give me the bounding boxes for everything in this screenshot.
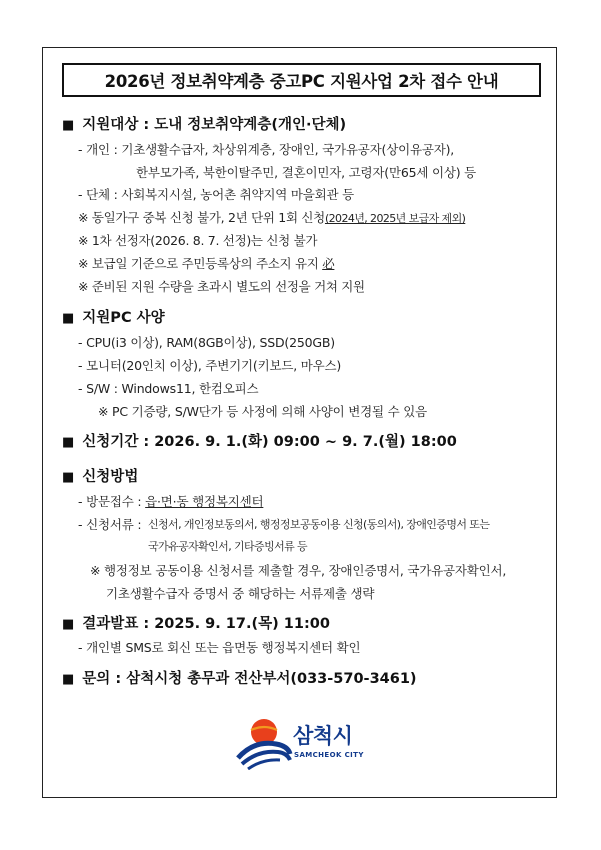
target-group: - 단체 : 사회복지시설, 농어촌 취약지역 마을회관 등 (78, 187, 355, 202)
method-docs-line-2: 국가유공자확인서, 기타증빙서류 등 (148, 540, 308, 553)
spec-note: ※ PC 기증량, S/W단가 등 사정에 의해 사양이 변경될 수 있음 (98, 404, 428, 419)
period-heading: ■ 신청기간 : 2026. 9. 1.(화) 09:00 ~ 9. 7.(월) 18:00 (62, 434, 457, 450)
page-title: 2026년 정보취약계층 중고PC 지원사업 2차 접수 안내 (62, 63, 541, 97)
target-individual-line-1: - 개인 : 기초생활수급자, 차상위계층, 장애인, 국가유공자(상이유공자), (78, 142, 455, 157)
target-individual-line-2: 한부모가족, 북한이탈주민, 결혼이민자, 고령자(만65세 이상) 등 (136, 165, 477, 180)
bullet-square-icon: ■ (62, 470, 75, 485)
target-note-4: ※ 준비된 지원 수량을 초과시 별도의 선정을 거쳐 지원 (78, 279, 365, 294)
contact-heading: ■ 문의 : 삼척시청 총무과 전산부서(033-570-3461) (62, 671, 417, 687)
result-heading: ■ 결과발표 : 2025. 9. 17.(목) 11:00 (62, 616, 330, 632)
method-docs-line-1: 신청서, 개인정보동의서, 행정정보공동이용 신청(동의서), 장애인증명서 또는 (148, 518, 490, 531)
bullet-square-icon: ■ (62, 672, 75, 687)
method-docs-label: - 신청서류 : (78, 517, 142, 532)
spec-monitor: - 모니터(20인치 이상), 주변기기(키보드, 마우스) (78, 358, 342, 373)
target-note-2: ※ 1차 선정자(2026. 8. 7. 선정)는 신청 불가 (78, 233, 318, 248)
target-note-1: ※ 동일가구 중복 신청 불가, 2년 단위 1회 신청(2024년, 2025년 보급자 제외) (78, 210, 466, 225)
bullet-square-icon: ■ (62, 617, 75, 632)
method-note-line-2: 기초생활수급자 증명서 중 해당하는 서류제출 생략 (106, 586, 375, 601)
logo-subtitle: SAMCHEOK CITY (294, 751, 364, 759)
bullet-square-icon: ■ (62, 118, 75, 133)
method-heading: ■ 신청방법 (62, 469, 139, 485)
result-text: - 개인별 SMS로 회신 또는 읍면동 행정복지센터 확인 (78, 640, 361, 655)
logo-name: 삼척시 (293, 724, 353, 748)
spec-cpu: - CPU(i3 이상), RAM(8GB이상), SSD(250GB) (78, 335, 335, 350)
required-mark: 必 (322, 256, 335, 271)
bullet-square-icon: ■ (62, 311, 75, 326)
spec-software: - S/W : Windows11, 한컴오피스 (78, 381, 259, 396)
bullet-square-icon: ■ (62, 435, 75, 450)
target-heading: ■ 지원대상 : 도내 정보취약계층(개인·단체) (62, 117, 347, 133)
method-visit: - 방문접수 : 읍·면·동 행정복지센터 (78, 494, 264, 509)
spec-heading: ■ 지원PC 사양 (62, 310, 165, 326)
method-note-line-1: ※ 행정정보 공동이용 신청서를 제출할 경우, 장애인증명서, 국가유공자확인서, (90, 563, 507, 578)
target-note-3: ※ 보급일 기준으로 주민등록상의 주소지 유지 必 (78, 256, 335, 271)
